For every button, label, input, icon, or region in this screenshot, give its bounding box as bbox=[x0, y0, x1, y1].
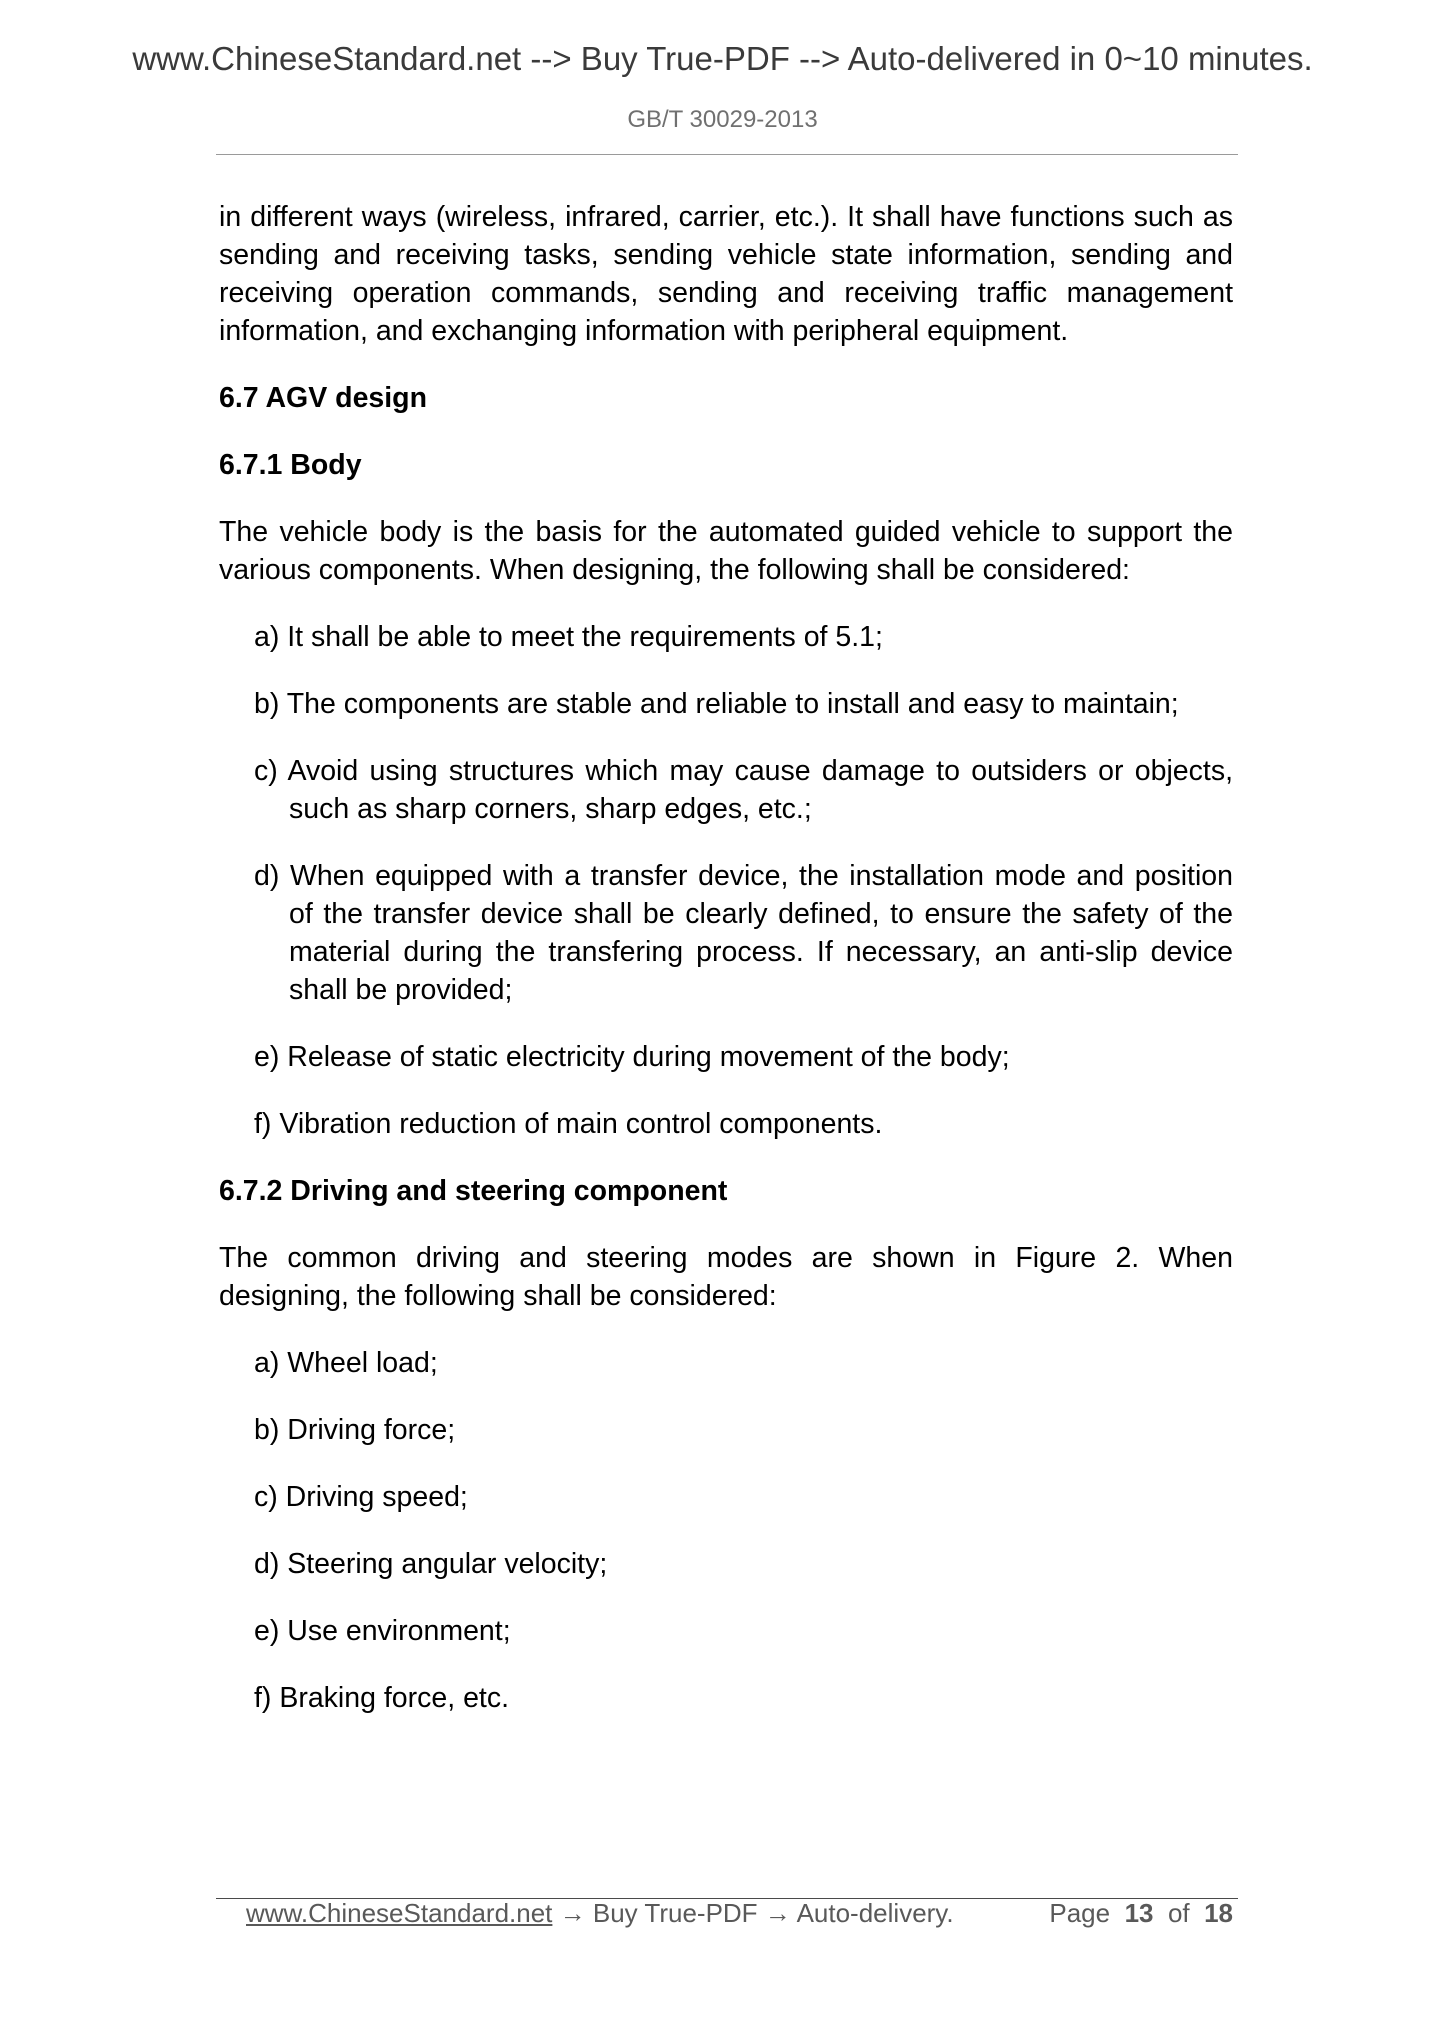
paragraph-body: The vehicle body is the basis for the automated guided vehicle to support the various components. When designing, the following shall be considered: bbox=[219, 516, 1233, 586]
paragraph-intro: in different ways (wireless, infrared, carrier, etc.). It shall have functions such as sending and receiving tasks, sending vehicle state information, sending and receiving operation commands, sending and receiving traffic management information, and exchanging information with peripheral equipment. bbox=[219, 201, 1233, 347]
footer-tagline: → Buy True-PDF → Auto-delivery. bbox=[552, 1898, 954, 1928]
footer-promo bbox=[246, 1898, 954, 1929]
list-item: a) Wheel load; bbox=[254, 1347, 438, 1379]
paragraph-driving: The common driving and steering modes are shown in Figure 2. When designing, the following shall be considered: bbox=[219, 1242, 1233, 1312]
total-pages: 18 bbox=[1204, 1898, 1233, 1928]
list-item: a) It shall be able to meet the requirements of 5.1; bbox=[254, 621, 883, 653]
page-footer bbox=[246, 1898, 1233, 1938]
site-banner: www.ChineseStandard.net --> Buy True-PDF --> Auto-delivered in 0~10 minutes. bbox=[132, 40, 1313, 77]
section-heading-6-7-1: 6.7.1 Body bbox=[219, 449, 362, 481]
list-item: b) The components are stable and reliable to install and easy to maintain; bbox=[254, 688, 1179, 720]
current-page: 13 bbox=[1124, 1898, 1154, 1928]
page-number bbox=[1049, 1898, 1233, 1929]
header-divider bbox=[216, 154, 1238, 155]
list-item: d) When equipped with a transfer device, the installation mode and position of the transfer device shall be clearly defined, to ensure the safety of the material during the transfering process. If necessary, an anti-slip device shall be provided; bbox=[254, 860, 1233, 1006]
page-word: Page bbox=[1049, 1898, 1111, 1928]
list-item: f) Braking force, etc. bbox=[254, 1682, 510, 1714]
list-item: e) Release of static electricity during movement of the body; bbox=[254, 1041, 1010, 1073]
page-content bbox=[219, 198, 1233, 1746]
list-item: f) Vibration reduction of main control components. bbox=[254, 1108, 883, 1140]
list-driving-considerations bbox=[219, 1344, 1233, 1717]
of-word: of bbox=[1167, 1898, 1190, 1928]
footer-site-link[interactable]: www.ChineseStandard.net bbox=[246, 1898, 553, 1928]
list-item: e) Use environment; bbox=[254, 1615, 511, 1647]
list-item: c) Avoid using structures which may cause damage to outsiders or objects, such as sharp corners, sharp edges, etc.; bbox=[254, 755, 1233, 825]
list-item: c) Driving speed; bbox=[254, 1481, 468, 1513]
section-heading-6-7: 6.7 AGV design bbox=[219, 382, 428, 414]
section-heading-6-7-2: 6.7.2 Driving and steering component bbox=[219, 1175, 728, 1207]
list-item: b) Driving force; bbox=[254, 1414, 456, 1446]
list-item: d) Steering angular velocity; bbox=[254, 1548, 608, 1580]
document-id: GB/T 30029-2013 bbox=[627, 106, 818, 133]
list-body-considerations bbox=[219, 618, 1233, 1143]
